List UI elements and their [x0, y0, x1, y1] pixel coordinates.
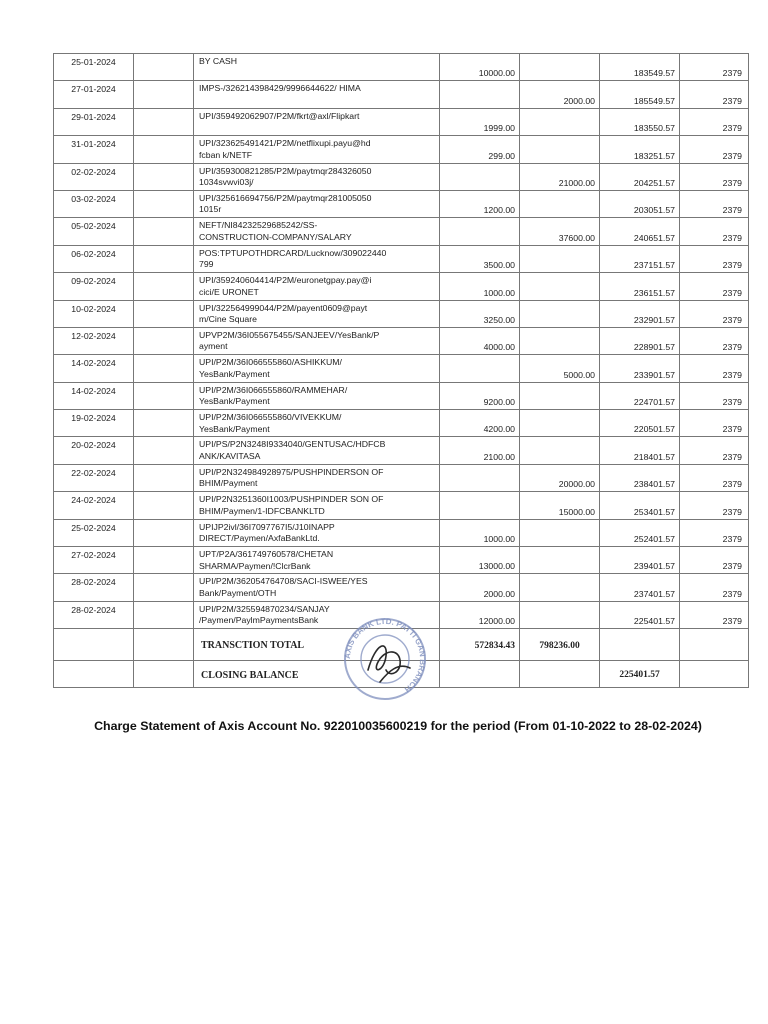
txn-branch-code: 2379: [680, 300, 749, 327]
description-line: UPI/359240604414/P2M/euronetgpay.pay@i: [199, 275, 372, 286]
txn-credit: 15000.00: [520, 492, 600, 519]
description-line: UPI/323625491421/P2M/netflixupi.payu@hd: [199, 138, 371, 149]
statement-table: [53, 53, 749, 688]
closing-balance-row: [54, 661, 749, 688]
txn-branch-code: 2379: [680, 245, 749, 272]
description-line: IMPS-/326214398429/9996644622/ HIMA: [199, 83, 361, 94]
txn-branch-code: 2379: [680, 464, 749, 491]
txn-description: [194, 245, 440, 272]
description-line: YesBank/Payment: [199, 368, 270, 379]
total-blank-cell: [680, 629, 749, 661]
stamp-text: AXIS BANK LTD. PATTI GAN BRANCH: [342, 616, 428, 695]
cheque-blank-cell: [134, 410, 194, 437]
table-row: [54, 81, 749, 108]
description-line: YesBank/Payment: [199, 423, 270, 434]
description-line: [199, 95, 436, 107]
description-line: ayment: [199, 341, 228, 352]
total-blank-cell: [54, 629, 134, 661]
txn-description: [194, 519, 440, 546]
cheque-blank-cell: [134, 464, 194, 491]
txn-description: [194, 136, 440, 163]
txn-credit: [520, 574, 600, 601]
txn-date: 27-01-2024: [54, 81, 134, 108]
txn-branch-code: 2379: [680, 190, 749, 217]
txn-debit: 4000.00: [440, 327, 520, 354]
description-line: UPVP2M/36I055675455/SANJEEV/YesBank/P: [199, 329, 380, 340]
cheque-blank-cell: [134, 108, 194, 135]
table-row: [54, 218, 749, 245]
txn-description: [194, 163, 440, 190]
table-row: [54, 464, 749, 491]
transaction-rows: [54, 54, 749, 629]
txn-balance: 237151.57: [600, 245, 680, 272]
txn-balance: 183549.57: [600, 54, 680, 81]
cheque-blank-cell: [134, 382, 194, 409]
txn-credit: [520, 410, 600, 437]
txn-branch-code: 2379: [680, 273, 749, 300]
txn-balance: 183251.57: [600, 136, 680, 163]
cheque-blank-cell: [134, 519, 194, 546]
table-row: [54, 245, 749, 272]
txn-debit: 299.00: [440, 136, 520, 163]
txn-balance: 228901.57: [600, 327, 680, 354]
txn-debit: [440, 355, 520, 382]
cheque-blank-cell: [134, 355, 194, 382]
cheque-blank-cell: [134, 245, 194, 272]
txn-credit: [520, 300, 600, 327]
txn-credit: [520, 273, 600, 300]
description-line: UPI/325616694756/P2M/paytmqr281005050: [199, 192, 372, 203]
txn-branch-code: 2379: [680, 547, 749, 574]
table-row: [54, 327, 749, 354]
txn-credit: [520, 547, 600, 574]
txn-description: [194, 492, 440, 519]
description-line: [199, 122, 436, 134]
txn-description: [194, 574, 440, 601]
cheque-blank-cell: [134, 81, 194, 108]
txn-description: [194, 190, 440, 217]
txn-description: [194, 327, 440, 354]
txn-credit: [520, 519, 600, 546]
table-row: [54, 382, 749, 409]
txn-date: 31-01-2024: [54, 136, 134, 163]
table-row: [54, 163, 749, 190]
txn-balance: 204251.57: [600, 163, 680, 190]
txn-date: 05-02-2024: [54, 218, 134, 245]
transaction-total-row: [54, 629, 749, 661]
txn-credit: [520, 54, 600, 81]
cheque-blank-cell: [134, 54, 194, 81]
txn-balance: 236151.57: [600, 273, 680, 300]
txn-debit: 13000.00: [440, 547, 520, 574]
description-line: CONSTRUCTION-COMPANY/SALARY: [199, 231, 352, 242]
description-line: BHIM/Paymen/1-IDFCBANKLTD: [199, 505, 325, 516]
txn-date: 20-02-2024: [54, 437, 134, 464]
txn-description: [194, 108, 440, 135]
txn-balance: 225401.57: [600, 601, 680, 628]
txn-date: 25-02-2024: [54, 519, 134, 546]
closing-balance-label: CLOSING BALANCE: [194, 661, 440, 688]
txn-debit: [440, 492, 520, 519]
txn-branch-code: 2379: [680, 108, 749, 135]
txn-date: 27-02-2024: [54, 547, 134, 574]
description-line: UPI/359300821285/P2M/paytmqr284326050: [199, 165, 372, 176]
txn-date: 14-02-2024: [54, 355, 134, 382]
txn-credit: [520, 136, 600, 163]
cheque-blank-cell: [134, 273, 194, 300]
txn-branch-code: 2379: [680, 519, 749, 546]
cheque-blank-cell: [134, 190, 194, 217]
description-line: UPI/P2M/36I066555860/VIVEKKUM/: [199, 412, 342, 423]
txn-description: [194, 601, 440, 628]
txn-branch-code: 2379: [680, 601, 749, 628]
txn-credit: 5000.00: [520, 355, 600, 382]
table-row: [54, 300, 749, 327]
closing-blank-cell: [134, 661, 194, 688]
table-row: [54, 574, 749, 601]
total-blank-cell: [600, 629, 680, 661]
txn-date: 28-02-2024: [54, 574, 134, 601]
txn-credit: 21000.00: [520, 163, 600, 190]
description-line: 799: [199, 259, 214, 270]
txn-debit: 10000.00: [440, 54, 520, 81]
txn-description: [194, 410, 440, 437]
txn-balance: 224701.57: [600, 382, 680, 409]
table-row: [54, 355, 749, 382]
txn-debit: 2000.00: [440, 574, 520, 601]
txn-debit: 3250.00: [440, 300, 520, 327]
txn-date: 09-02-2024: [54, 273, 134, 300]
description-line: 1015r: [199, 204, 222, 215]
total-credit: 798236.00: [520, 629, 600, 661]
txn-debit: 3500.00: [440, 245, 520, 272]
description-line: UPI/P2M/325594870234/SANJAY: [199, 603, 330, 614]
closing-balance-value: 225401.57: [600, 661, 680, 688]
cheque-blank-cell: [134, 547, 194, 574]
table-row: [54, 273, 749, 300]
table-row: [54, 492, 749, 519]
txn-debit: 1999.00: [440, 108, 520, 135]
txn-date: 03-02-2024: [54, 190, 134, 217]
txn-description: [194, 547, 440, 574]
txn-debit: 1000.00: [440, 273, 520, 300]
txn-balance: 237401.57: [600, 574, 680, 601]
txn-description: [194, 300, 440, 327]
txn-credit: 2000.00: [520, 81, 600, 108]
cheque-blank-cell: [134, 327, 194, 354]
txn-balance: 239401.57: [600, 547, 680, 574]
txn-credit: [520, 245, 600, 272]
closing-blank-cell: [680, 661, 749, 688]
txn-balance: 252401.57: [600, 519, 680, 546]
description-line: UPT/P2A/361749760578/CHETAN: [199, 549, 334, 560]
total-blank-cell: [134, 629, 194, 661]
txn-credit: [520, 382, 600, 409]
txn-branch-code: 2379: [680, 437, 749, 464]
txn-credit: 37600.00: [520, 218, 600, 245]
closing-blank-cell: [54, 661, 134, 688]
txn-balance: 253401.57: [600, 492, 680, 519]
txn-debit: 2100.00: [440, 437, 520, 464]
txn-branch-code: 2379: [680, 163, 749, 190]
txn-balance: 183550.57: [600, 108, 680, 135]
total-debit: 572834.43: [440, 629, 520, 661]
cheque-blank-cell: [134, 163, 194, 190]
txn-branch-code: 2379: [680, 382, 749, 409]
txn-date: 12-02-2024: [54, 327, 134, 354]
cheque-blank-cell: [134, 574, 194, 601]
txn-date: 24-02-2024: [54, 492, 134, 519]
txn-branch-code: 2379: [680, 81, 749, 108]
txn-branch-code: 2379: [680, 327, 749, 354]
description-line: UPI/PS/P2N3248I9334040/GENTUSAC/HDFCB: [199, 439, 386, 450]
txn-credit: [520, 190, 600, 217]
txn-date: 06-02-2024: [54, 245, 134, 272]
description-line: m/Cine Square: [199, 314, 257, 325]
table-row: [54, 136, 749, 163]
txn-description: [194, 218, 440, 245]
txn-balance: 203051.57: [600, 190, 680, 217]
txn-credit: [520, 437, 600, 464]
description-line: DIRECT/Paymen/AxfaBankLtd.: [199, 533, 320, 544]
txn-credit: [520, 108, 600, 135]
txn-balance: 218401.57: [600, 437, 680, 464]
txn-debit: 4200.00: [440, 410, 520, 437]
txn-balance: 220501.57: [600, 410, 680, 437]
txn-branch-code: 2379: [680, 574, 749, 601]
transaction-total-label: TRANSCTION TOTAL: [194, 629, 440, 661]
description-line: fcban k/NETF: [199, 149, 253, 160]
table-row: [54, 519, 749, 546]
txn-date: 19-02-2024: [54, 410, 134, 437]
table-row: [54, 190, 749, 217]
table-row: [54, 410, 749, 437]
description-line: 1034svwvi03j/: [199, 177, 254, 188]
table-row: [54, 108, 749, 135]
txn-credit: 20000.00: [520, 464, 600, 491]
txn-branch-code: 2379: [680, 136, 749, 163]
cheque-blank-cell: [134, 300, 194, 327]
txn-debit: [440, 81, 520, 108]
txn-branch-code: 2379: [680, 54, 749, 81]
txn-description: [194, 81, 440, 108]
txn-debit: [440, 163, 520, 190]
description-line: BY CASH: [199, 56, 237, 66]
txn-debit: 1000.00: [440, 519, 520, 546]
description-line: NEFT/NI84232529685242/SS-: [199, 220, 318, 231]
cheque-blank-cell: [134, 437, 194, 464]
description-line: UPI/P2N3251360I1003/PUSHPINDER SON OF: [199, 494, 384, 505]
description-line: ANK/KAVITASA: [199, 450, 261, 461]
description-line: /Paymen/PaylmPaymentsBank: [199, 615, 319, 626]
description-line: cici/E URONET: [199, 286, 259, 297]
table-row: [54, 601, 749, 628]
table-row: [54, 437, 749, 464]
description-line: UPI/P2M/36I066555860/ASHIKKUM/: [199, 357, 342, 368]
txn-balance: 185549.57: [600, 81, 680, 108]
txn-balance: 232901.57: [600, 300, 680, 327]
description-line: UPI/359492062907/P2M/fkrt@axl/Flipkart: [199, 110, 360, 121]
txn-debit: 9200.00: [440, 382, 520, 409]
txn-date: 14-02-2024: [54, 382, 134, 409]
txn-description: [194, 437, 440, 464]
txn-debit: [440, 218, 520, 245]
txn-date: 25-01-2024: [54, 54, 134, 81]
txn-description: [194, 382, 440, 409]
description-line: [199, 68, 436, 80]
txn-credit: [520, 601, 600, 628]
txn-debit: 12000.00: [440, 601, 520, 628]
txn-branch-code: 2379: [680, 492, 749, 519]
description-line: Bank/Payment/OTH: [199, 587, 277, 598]
txn-debit: 1200.00: [440, 190, 520, 217]
table-row: [54, 547, 749, 574]
txn-date: 29-01-2024: [54, 108, 134, 135]
cheque-blank-cell: [134, 136, 194, 163]
txn-balance: 238401.57: [600, 464, 680, 491]
txn-credit: [520, 327, 600, 354]
txn-description: [194, 464, 440, 491]
description-line: UPI/322564999044/P2M/payent0609@payt: [199, 302, 368, 313]
txn-branch-code: 2379: [680, 355, 749, 382]
txn-date: 10-02-2024: [54, 300, 134, 327]
txn-date: 22-02-2024: [54, 464, 134, 491]
txn-description: [194, 355, 440, 382]
description-line: UPI/P2M/362054764708/SACI-ISWEE/YES: [199, 576, 368, 587]
txn-date: 02-02-2024: [54, 163, 134, 190]
table-row: [54, 54, 749, 81]
txn-branch-code: 2379: [680, 410, 749, 437]
txn-balance: 233901.57: [600, 355, 680, 382]
txn-description: [194, 273, 440, 300]
description-line: UPI/P2N324984928975/PUSHPINDERSON OF: [199, 466, 384, 477]
txn-date: 28-02-2024: [54, 601, 134, 628]
description-line: BHIM/Payment: [199, 478, 258, 489]
description-line: UPIJP2ivl/36I7097767I5/J10INAPP: [199, 521, 335, 532]
txn-balance: 240651.57: [600, 218, 680, 245]
description-line: SHARMA/Paymen/!ClcrBank: [199, 560, 311, 571]
txn-branch-code: 2379: [680, 218, 749, 245]
txn-debit: [440, 464, 520, 491]
txn-description: [194, 54, 440, 81]
cheque-blank-cell: [134, 492, 194, 519]
statement-caption: Charge Statement of Axis Account No. 922010035600219 for the period (From 01-10-2022 to 28-02-2024): [94, 719, 702, 733]
cheque-blank-cell: [134, 601, 194, 628]
cheque-blank-cell: [134, 218, 194, 245]
description-line: YesBank/Payment: [199, 396, 270, 407]
description-line: POS:TPTUPOTHDRCARD/Lucknow/309022440: [199, 247, 387, 258]
closing-blank-cell: [440, 661, 520, 688]
description-line: UPI/P2M/36I066555860/RAMMEHAR/: [199, 384, 348, 395]
closing-blank-cell: [520, 661, 600, 688]
